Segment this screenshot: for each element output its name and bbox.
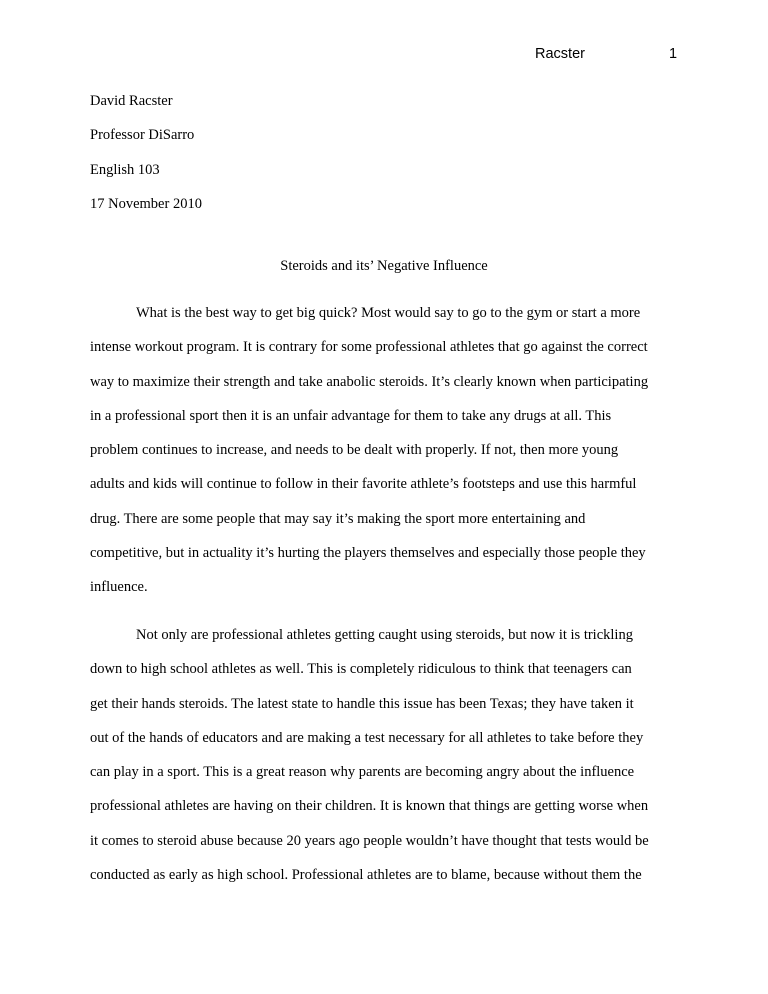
paragraph-line: get their hands steroids. The latest state to handle this issue has been Texas; they have taken it (90, 695, 634, 712)
page-number: 1 (669, 46, 678, 62)
paragraph-line: conducted as early as high school. Professional athletes are to blame, because without them the (90, 867, 642, 884)
paragraph-line: can play in a sport. This is a great reason why parents are becoming angry about the influence (90, 764, 635, 781)
paragraph-line: out of the hands of educators and are making a test necessary for all athletes to take before they (90, 729, 644, 746)
paragraph-line: influence. (90, 579, 148, 596)
paragraph-line: problem continues to increase, and needs to be dealt with properly. If not, then more young (90, 442, 619, 459)
paragraph-line: drug. There are some people that may say it’s making the sport more entertaining and (90, 510, 586, 527)
paragraph-line: What is the best way to get big quick? Most would say to go to the gym or start a more (136, 305, 641, 321)
paragraph-line: professional athletes are having on their children. It is known that things are getting worse when (90, 798, 649, 815)
professor-name: Professor DiSarro (90, 127, 195, 143)
paragraph-line: down to high school athletes as well. This is completely ridiculous to think that teenagers can (90, 661, 632, 678)
course-name: English 103 (90, 162, 160, 178)
paragraph-line: adults and kids will continue to follow in their favorite athlete’s footsteps and use this harmful (90, 476, 637, 493)
paragraph-2 (90, 618, 690, 892)
paragraph-line: it comes to steroid abuse because 20 years ago people wouldn’t have thought that tests would be (90, 832, 649, 849)
paragraph-line: Not only are professional athletes getting caught using steroids, but now it is trickling (136, 627, 633, 643)
running-head-name: Racster (535, 46, 585, 62)
paragraph-line: way to maximize their strength and take anabolic steroids. It’s clearly known when participating (90, 373, 649, 390)
author-name: David Racster (90, 93, 173, 109)
document-date: 17 November 2010 (90, 196, 202, 212)
paragraph-line: in a professional sport then it is an unfair advantage for them to take any drugs at all. This (90, 407, 612, 424)
essay-title: Steroids and its’ Negative Influence (280, 258, 488, 274)
paragraph-1 (90, 296, 690, 605)
paragraph-line: competitive, but in actuality it’s hurting the players themselves and especially those people they (90, 545, 646, 562)
paragraph-line: intense workout program. It is contrary for some professional athletes that go against the correct (90, 339, 648, 356)
